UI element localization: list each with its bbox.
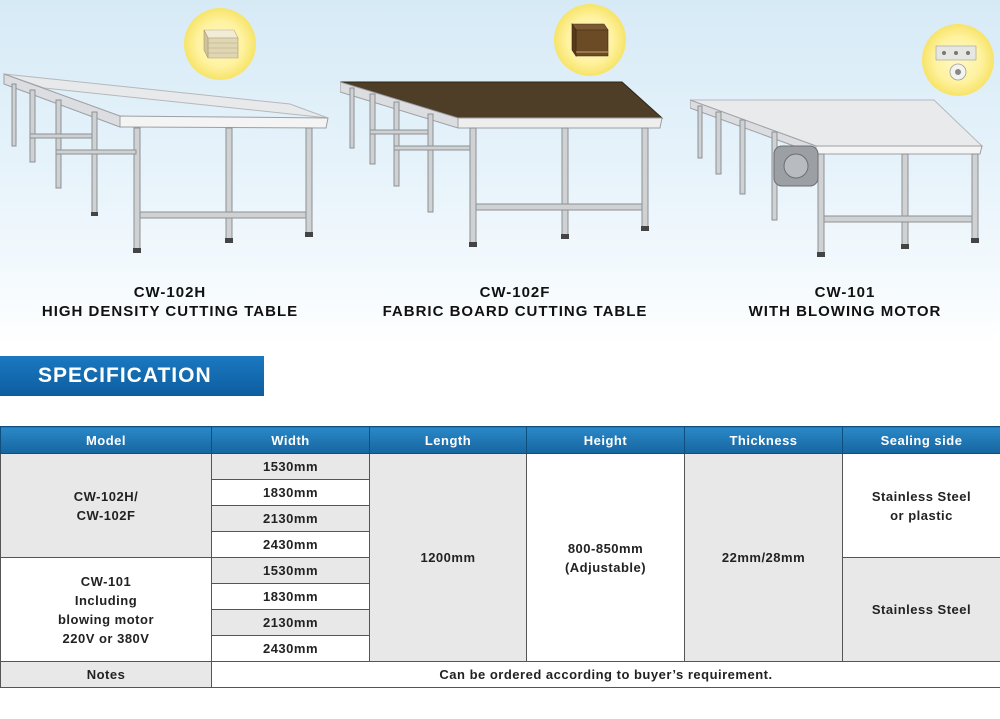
model-cell-cw102: CW-102H/ CW-102F (1, 454, 212, 558)
product-name: FABRIC BOARD CUTTING TABLE (382, 303, 648, 320)
header-model: Model (1, 427, 212, 454)
model-cell-cw101: CW-101 Including blowing motor 220V or 380V (1, 558, 212, 662)
thickness-cell: 22mm/28mm (685, 454, 843, 662)
product-cw102h (0, 0, 340, 330)
sealing-cell-cw102: Stainless Steel or plastic (843, 454, 1000, 558)
width-cell: 1530mm (212, 454, 370, 480)
notes-row (1, 662, 1000, 688)
product-code: CW-102F (479, 284, 551, 301)
length-cell: 1200mm (370, 454, 527, 662)
sealing-cell-cw101: Stainless Steel (843, 558, 1000, 662)
product-cw102f (340, 0, 690, 330)
notes-text: Can be ordered according to buyer’s requirement. (212, 662, 1000, 688)
width-cell: 1530mm (212, 558, 370, 584)
width-cell: 2430mm (212, 532, 370, 558)
product-code: CW-102H (133, 284, 207, 301)
width-cell: 2430mm (212, 636, 370, 662)
header-thickness: Thickness (685, 427, 843, 454)
product-name: WITH BLOWING MOTOR (748, 303, 942, 320)
header-sealing-side: Sealing side (843, 427, 1000, 454)
header-height: Height (527, 427, 685, 454)
width-cell: 2130mm (212, 610, 370, 636)
cutting-table-image (0, 0, 340, 270)
header-width: Width (212, 427, 370, 454)
table-row (1, 454, 1000, 480)
table-header-row (1, 427, 1000, 454)
width-cell: 2130mm (212, 506, 370, 532)
width-cell: 1830mm (212, 480, 370, 506)
header-length: Length (370, 427, 527, 454)
product-cw101 (690, 0, 1000, 330)
specification-table (0, 426, 1000, 688)
notes-label: Notes (1, 662, 212, 688)
width-cell: 1830mm (212, 584, 370, 610)
height-cell: 800-850mm (Adjustable) (527, 454, 685, 662)
cutting-table-image (690, 0, 1000, 270)
product-name: HIGH DENSITY CUTTING TABLE (41, 303, 299, 320)
cutting-table-image (340, 0, 690, 270)
section-title: SPECIFICATION (0, 356, 264, 396)
product-code: CW-101 (814, 284, 876, 301)
